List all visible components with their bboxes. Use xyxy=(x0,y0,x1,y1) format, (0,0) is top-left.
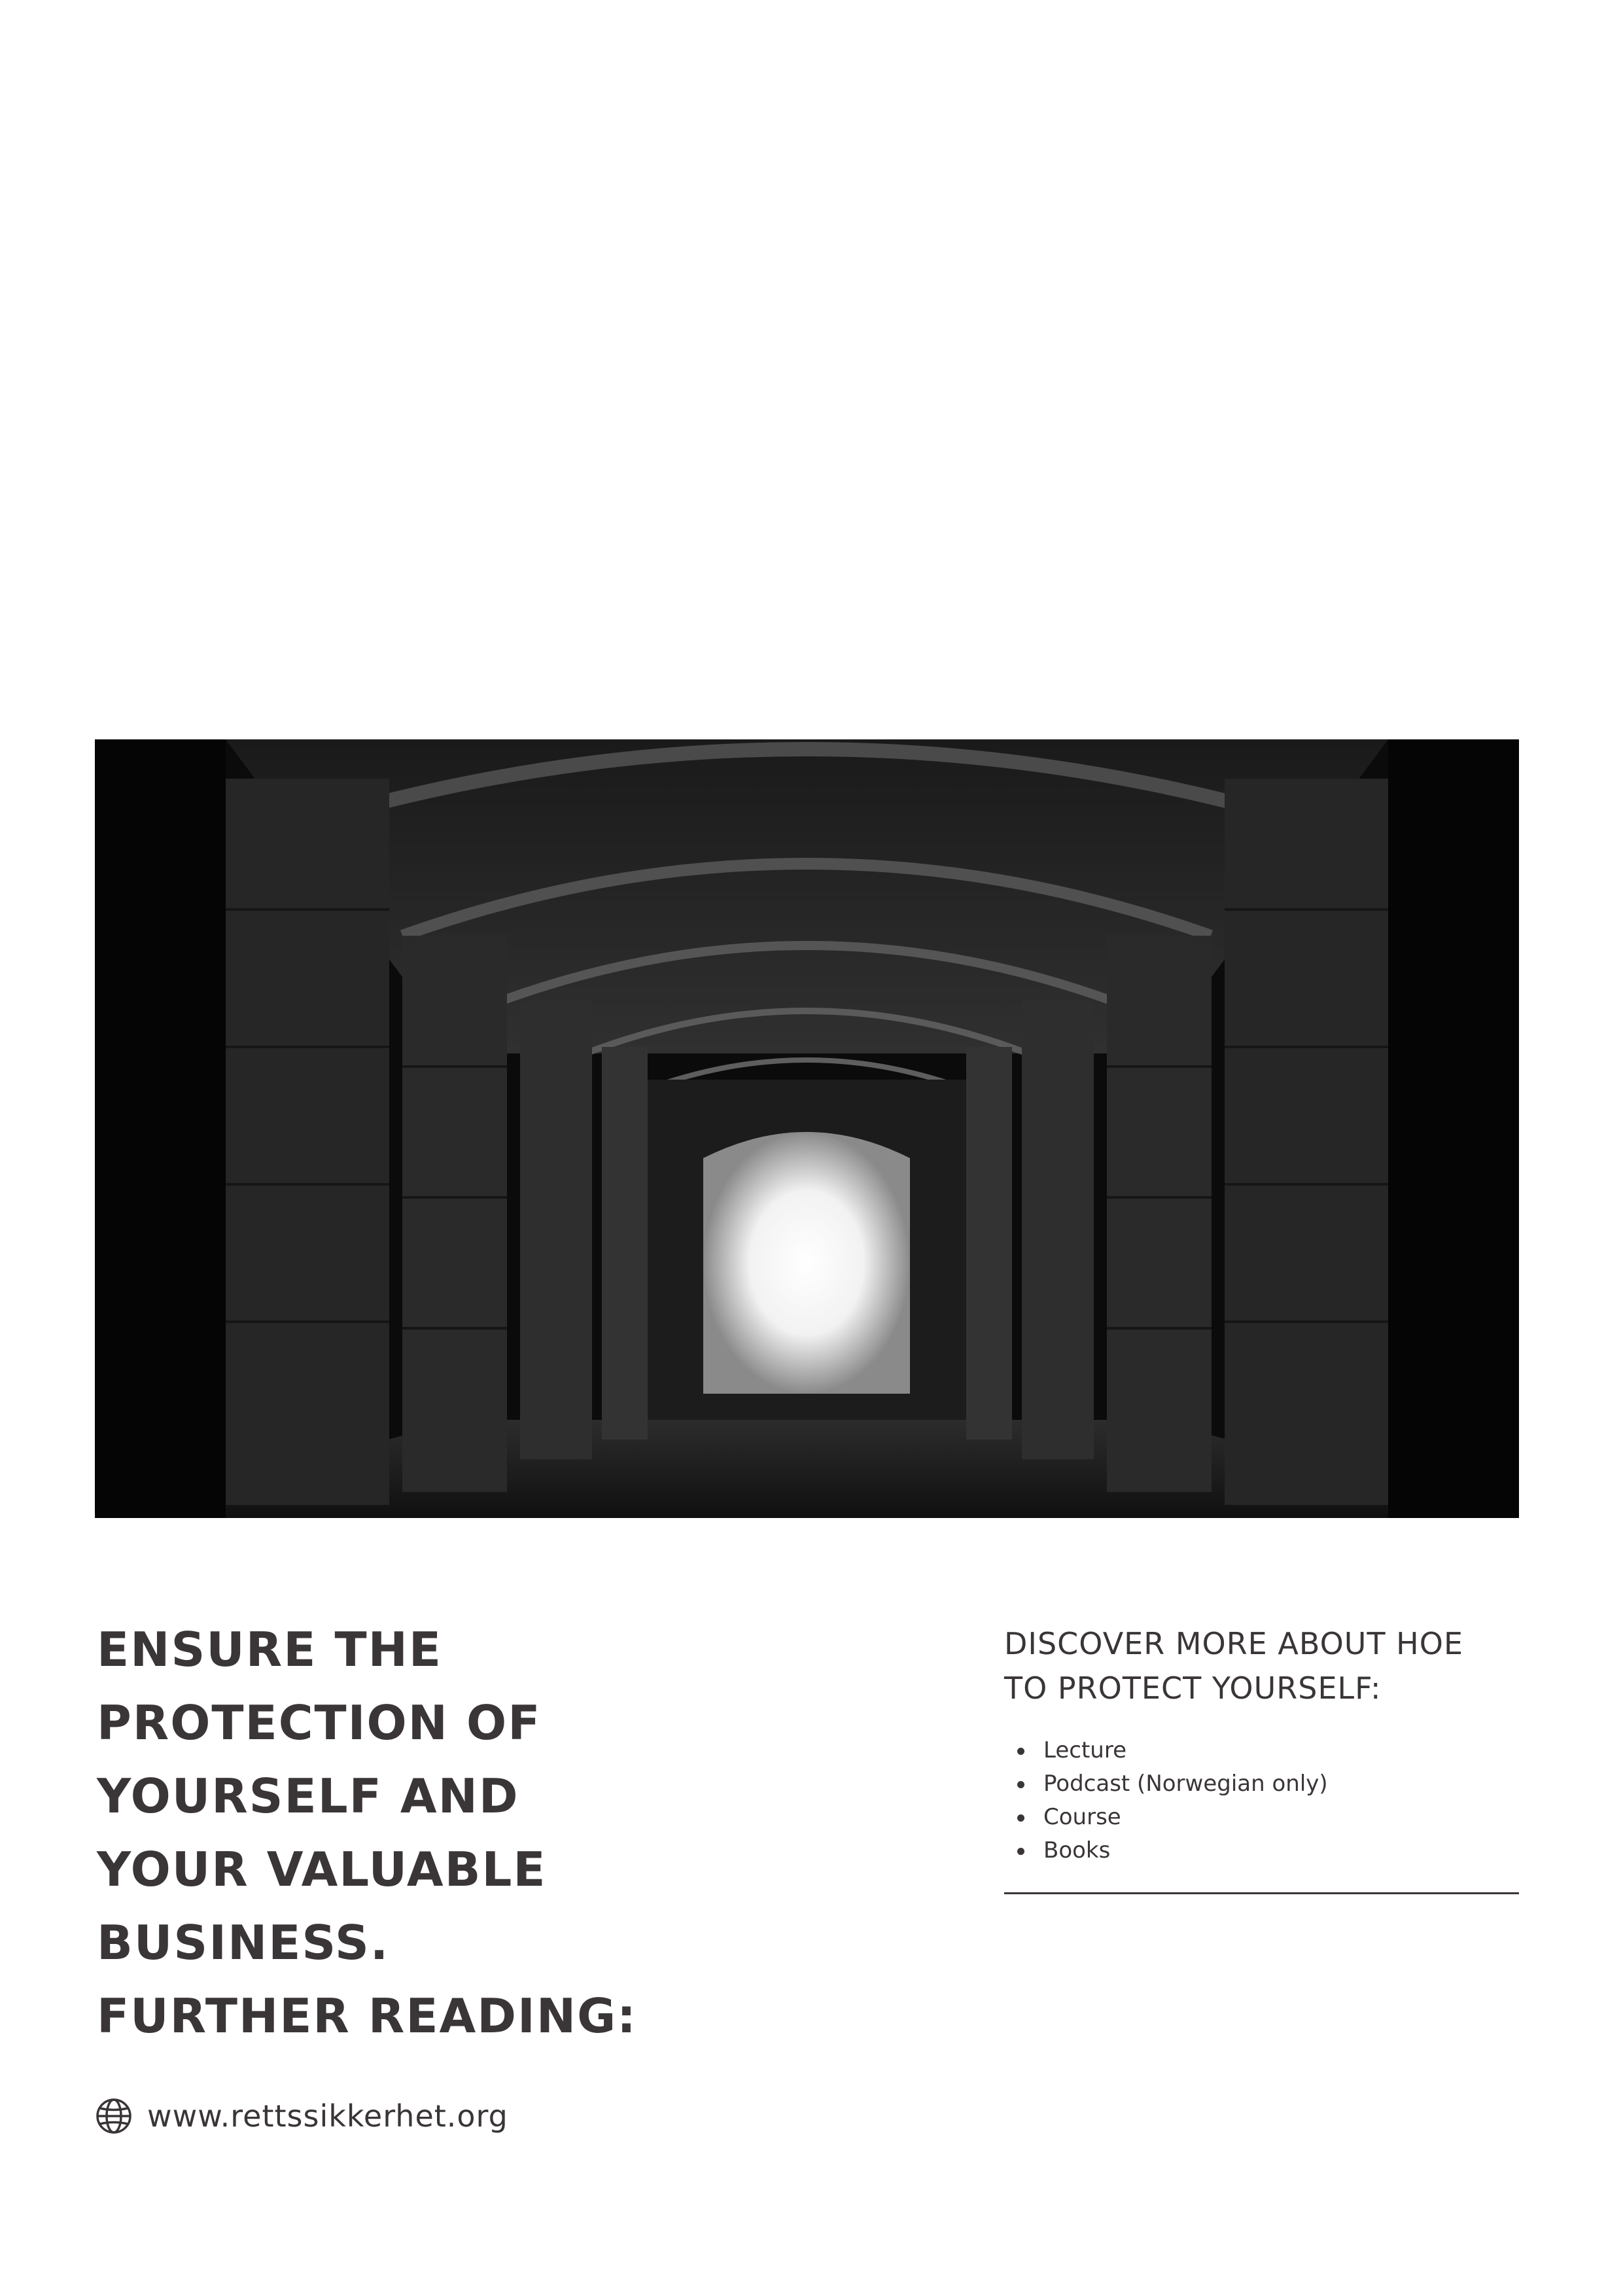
resource-item-books: Books xyxy=(1043,1834,1519,1867)
website-link[interactable] xyxy=(95,2096,508,2136)
resource-item-podcast: Podcast (Norwegian only) xyxy=(1043,1767,1519,1801)
discover-heading-line: DISCOVER MORE ABOUT HOE xyxy=(1004,1626,1464,1661)
resource-list xyxy=(1004,1734,1519,1894)
discover-heading-line: TO PROTECT YOURSELF: xyxy=(1004,1670,1382,1706)
headline-line: PROTECTION OF xyxy=(97,1695,542,1750)
globe-icon xyxy=(95,2097,133,2135)
discover-heading xyxy=(1004,1621,1521,1710)
arcade-photo-illustration xyxy=(95,739,1519,1518)
website-url[interactable]: www.rettssikkerhet.org xyxy=(147,2098,508,2134)
headline-line: YOUR VALUABLE xyxy=(97,1842,547,1897)
resource-item-lecture: Lecture xyxy=(1043,1734,1519,1767)
headline xyxy=(97,1613,915,2053)
arcade-photo xyxy=(95,739,1519,1518)
resource-item-course: Course xyxy=(1043,1801,1519,1834)
headline-line: BUSINESS. xyxy=(97,1915,390,1970)
headline-line: FURTHER READING: xyxy=(97,1988,637,2043)
headline-line: YOURSELF AND xyxy=(97,1769,519,1824)
headline-line: ENSURE THE xyxy=(97,1622,443,1677)
